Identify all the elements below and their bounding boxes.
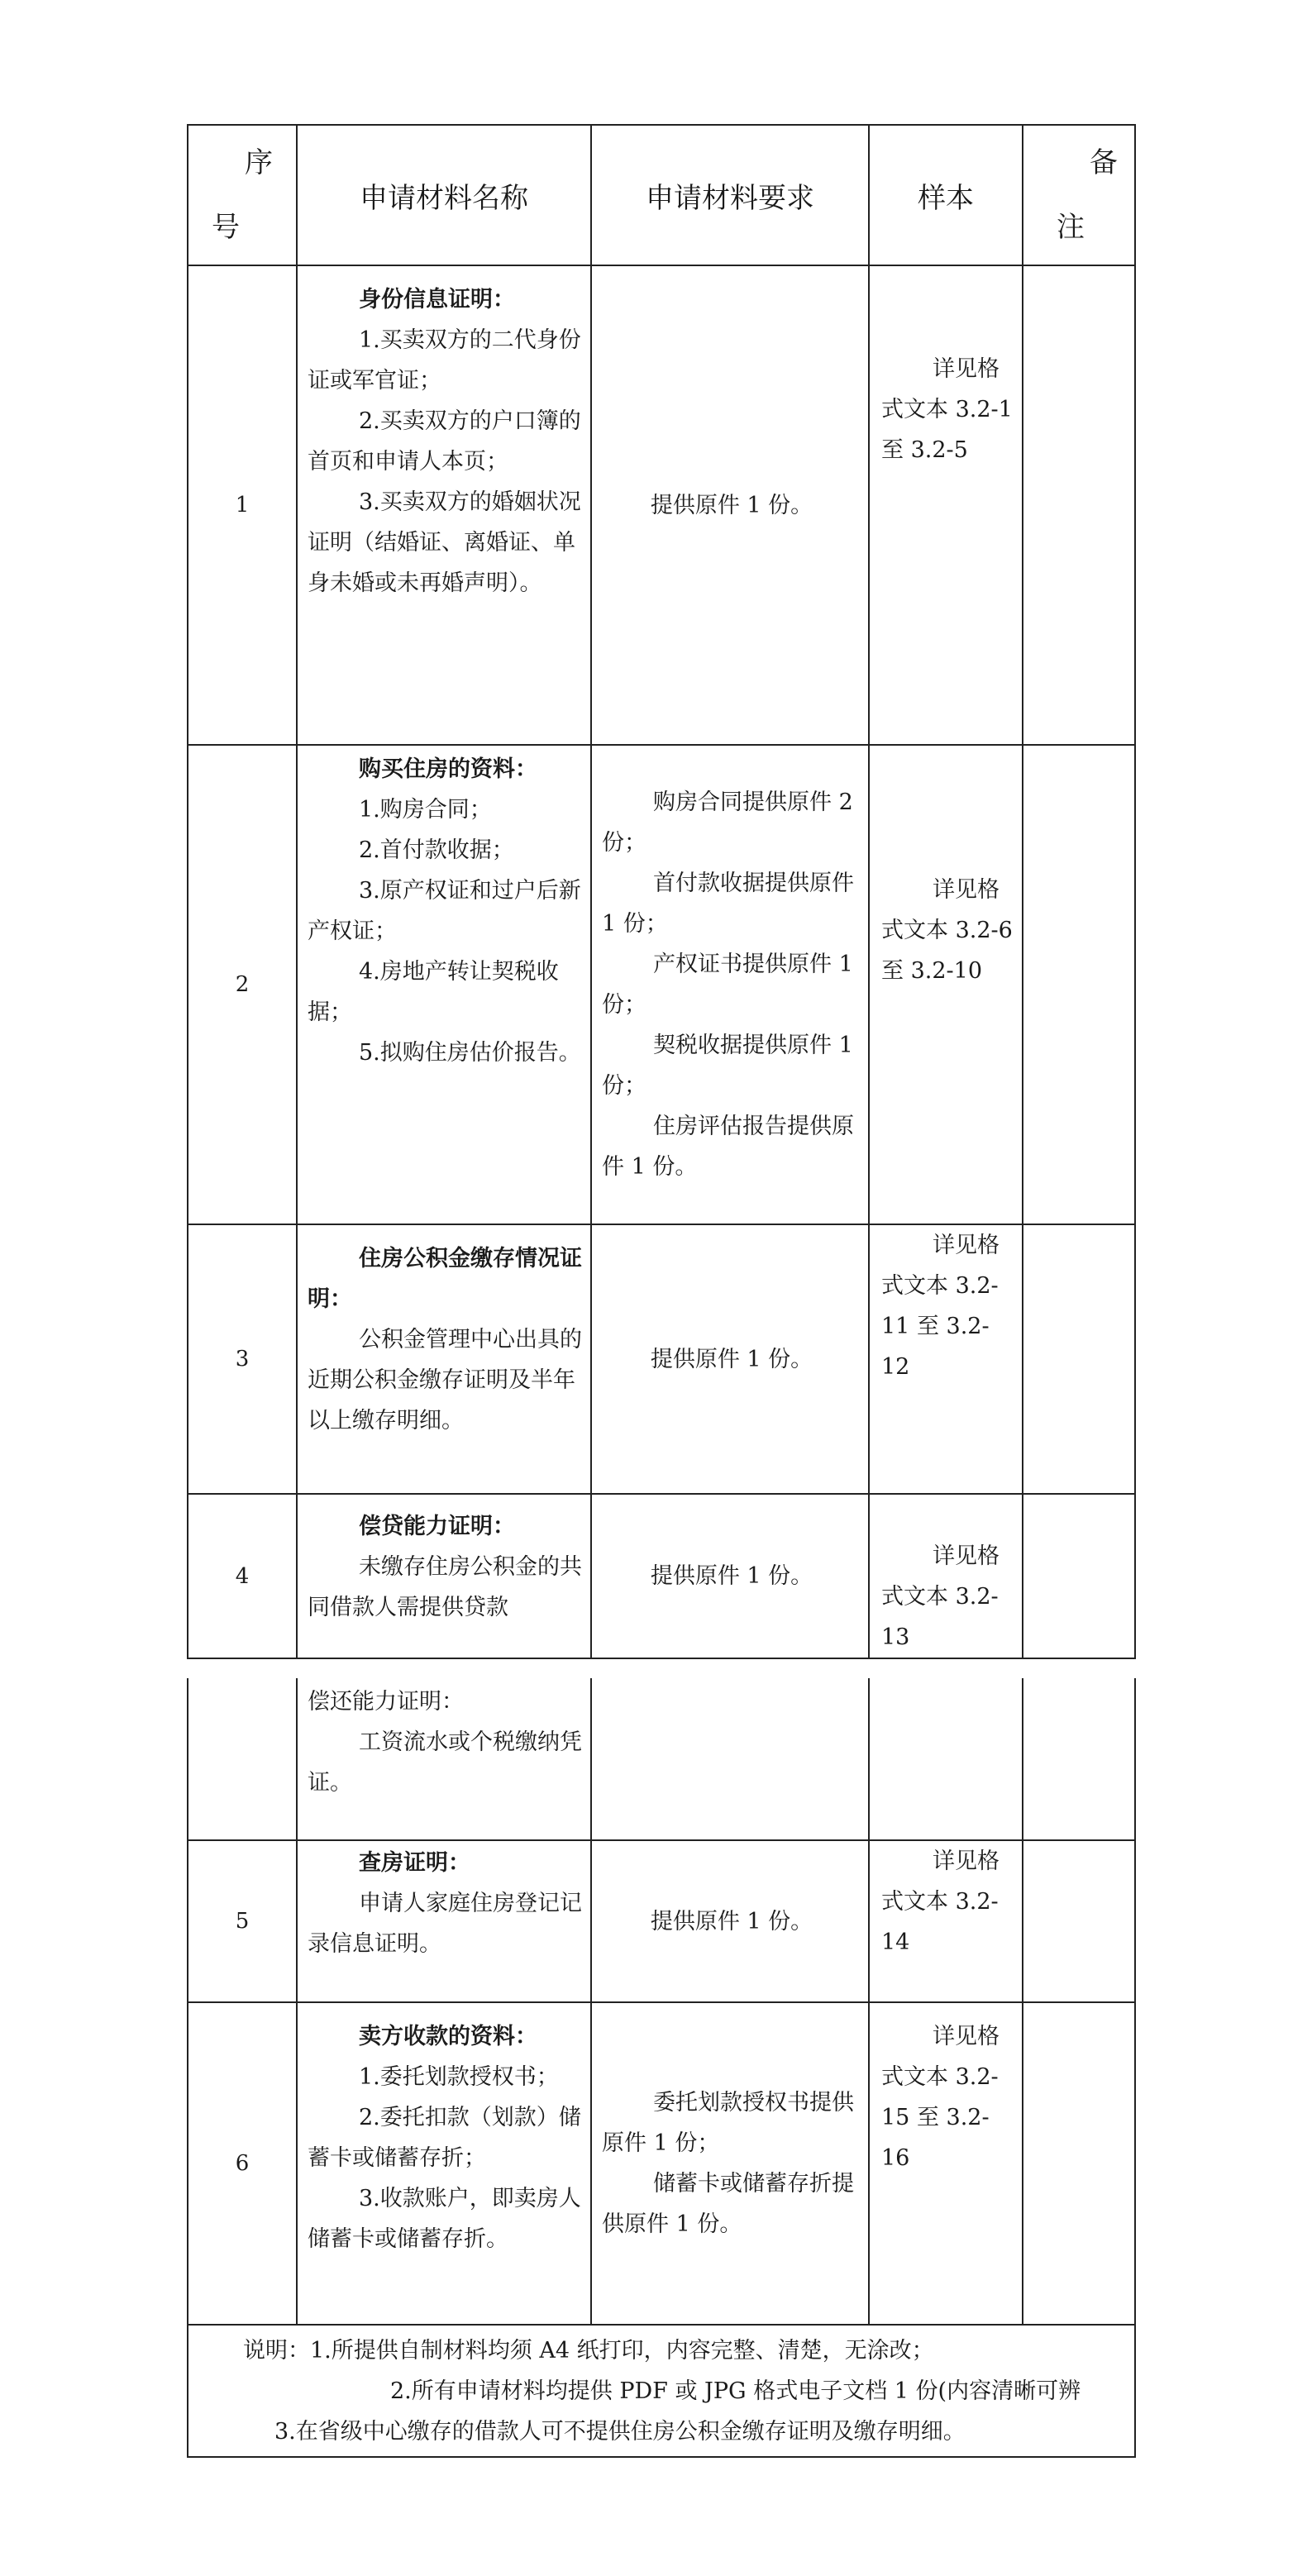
material-item: 2.委托扣款（划款）储蓄卡或储蓄存折； (308, 2105, 581, 2171)
sample-cell (869, 265, 1023, 745)
notes-row (188, 2325, 1135, 2457)
sample-text: 详见格式文本 3.2-6 至 3.2-10 (881, 877, 1013, 984)
row-number: 4 (188, 1494, 297, 1658)
material-item: 申请人家庭住房登记记录信息证明。 (308, 1891, 582, 1957)
material-name-cell (297, 265, 591, 745)
note-cell (1023, 745, 1135, 1224)
requirement-cell: 提供原件 1 份。 (591, 1494, 869, 1658)
material-item: 公积金管理中心出具的近期公积金缴存证明及半年以上缴存明细。 (308, 1327, 582, 1433)
material-name-cell (297, 1224, 591, 1494)
header-seq (188, 125, 297, 265)
header-note-top: 备 (1090, 146, 1118, 179)
row-number: 6 (188, 2002, 297, 2325)
table-row (188, 745, 1135, 1224)
material-name-cell (297, 1678, 591, 1840)
material-title: 卖方收款的资料： (359, 2024, 537, 2049)
sample-text: 详见格式文本 3.2-11 至 3.2-12 (881, 1233, 1000, 1380)
sample-text: 详见格式文本 3.2-15 至 3.2-16 (881, 2024, 1000, 2171)
note-line: 说明：1.所提供自制材料均须 A4 纸打印，内容完整、清楚，无涂改； (243, 2337, 934, 2364)
materials-table-part2 (187, 1678, 1136, 2458)
material-title: 偿贷能力证明： (359, 1514, 515, 1539)
material-item: 1.购房合同； (359, 797, 492, 823)
material-item: 1.委托划款授权书； (359, 2064, 559, 2090)
material-name-cell (297, 745, 591, 1224)
header-seq-bottom: 号 (212, 211, 240, 244)
requirement-item: 储蓄卡或储蓄存折提供原件 1 份。 (602, 2171, 854, 2237)
header-sample: 样本 (869, 125, 1023, 265)
material-item: 4.房地产转让契税收据； (308, 959, 559, 1025)
table-row (188, 1840, 1135, 2002)
sample-cell (869, 2002, 1023, 2325)
material-title: 住房公积金缴存情况证明： (308, 1246, 582, 1312)
material-item: 工资流水或个税缴纳凭证。 (308, 1729, 582, 1796)
table-row (188, 2002, 1135, 2325)
material-item: 2.买卖双方的户口簿的首页和申请人本页； (308, 408, 581, 475)
sample-text: 详见格式文本 3.2-13 (881, 1543, 1000, 1650)
table-header-row (188, 125, 1135, 265)
row-number: 3 (188, 1224, 297, 1494)
sample-cell (869, 1840, 1023, 2002)
materials-table-part1 (187, 124, 1136, 1659)
requirement-cell (591, 2002, 869, 2325)
note-cell (1023, 1840, 1135, 2002)
sample-cell (869, 745, 1023, 1224)
sample-cell (869, 1224, 1023, 1494)
header-note-bottom: 注 (1057, 211, 1085, 244)
note-line: 2.所有申请材料均提供 PDF 或 JPG 格式电子文档 1 份(内容清晰可辨 (390, 2378, 1081, 2404)
table-row-continued (188, 1678, 1135, 1840)
material-item: 2.首付款收据； (359, 837, 514, 863)
material-name-cell (297, 1840, 591, 2002)
table-row (188, 1224, 1135, 1494)
row-number: 5 (188, 1840, 297, 2002)
requirement-item: 契税收据提供原件 1 份； (602, 1033, 853, 1099)
table-row (188, 265, 1135, 745)
requirement-item: 产权证书提供原件 1 份； (602, 952, 853, 1018)
sample-text: 详见格式文本 3.2-1 至 3.2-5 (881, 356, 1013, 463)
note-cell (1023, 1494, 1135, 1658)
requirement-cell: 提供原件 1 份。 (591, 1224, 869, 1494)
requirement-item: 委托划款授权书提供原件 1 份； (602, 2090, 854, 2156)
row-number: 1 (188, 265, 297, 745)
header-seq-top: 序 (245, 146, 273, 179)
material-item: 3.收款账户，即卖房人储蓄卡或储蓄存折。 (308, 2186, 581, 2252)
requirement-cell: 提供原件 1 份。 (591, 1840, 869, 2002)
requirement-cell (591, 745, 869, 1224)
requirement-cell (591, 1678, 869, 1840)
material-name-cell (297, 1494, 591, 1658)
sample-cell (869, 1494, 1023, 1658)
material-title: 身份信息证明： (359, 287, 515, 312)
note-cell (1023, 1678, 1135, 1840)
requirement-item: 住房评估报告提供原件 1 份。 (602, 1114, 854, 1180)
note-cell (1023, 2002, 1135, 2325)
material-title: 购买住房的资料： (359, 756, 537, 782)
material-name-cell (297, 2002, 591, 2325)
material-item: 1.买卖双方的二代身份证或军官证； (308, 327, 581, 394)
material-item: 3.原产权证和过户后新产权证； (308, 878, 581, 944)
sample-text: 详见格式文本 3.2-14 (881, 1849, 1000, 1955)
requirement-cell: 提供原件 1 份。 (591, 265, 869, 745)
material-item: 偿还能力证明： (308, 1689, 464, 1715)
header-name: 申请材料名称 (297, 125, 591, 265)
note-cell (1023, 265, 1135, 745)
notes-cell (188, 2325, 1135, 2457)
sample-cell (869, 1678, 1023, 1840)
material-item: 5.拟购住房估价报告。 (359, 1040, 581, 1066)
note-line: 3.在省级中心缴存的借款人可不提供住房公积金缴存证明及缴存明细。 (274, 2418, 966, 2445)
material-title: 查房证明： (359, 1850, 470, 1876)
header-requirement: 申请材料要求 (591, 125, 869, 265)
requirement-item: 购房合同提供原件 2 份； (602, 789, 853, 856)
material-item: 未缴存住房公积金的共同借款人需提供贷款 (308, 1554, 582, 1620)
requirement-item: 首付款收据提供原件 1 份； (602, 871, 854, 937)
note-cell (1023, 1224, 1135, 1494)
row-number: 2 (188, 745, 297, 1224)
material-item: 3.买卖双方的婚姻状况证明（结婚证、离婚证、单身未婚或未再婚声明）。 (308, 489, 581, 596)
table-row (188, 1494, 1135, 1658)
header-note (1023, 125, 1135, 265)
row-number (188, 1678, 297, 1840)
